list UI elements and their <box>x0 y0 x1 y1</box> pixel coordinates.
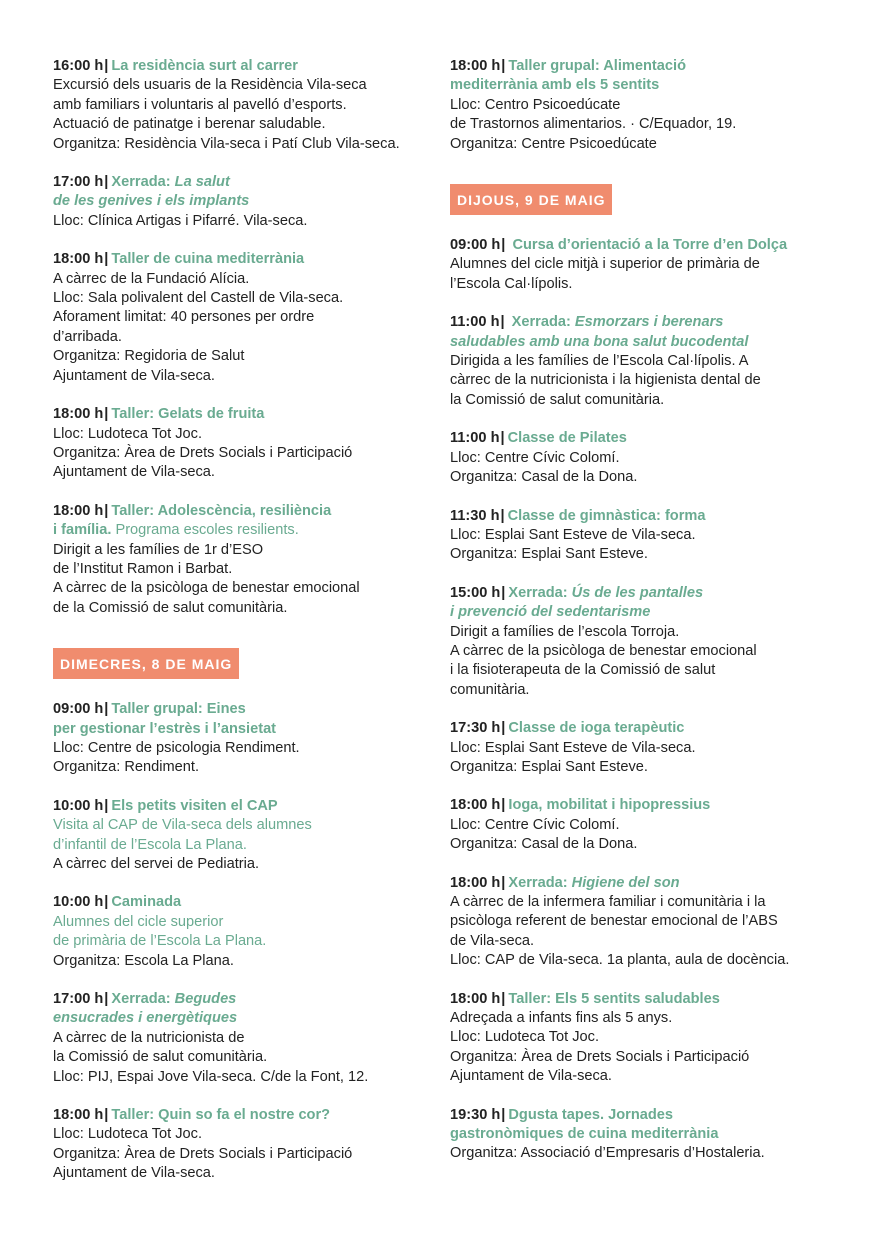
event-item <box>450 990 845 1087</box>
event-detail: A càrrec del servei de Pediatria. <box>53 856 260 872</box>
event-detail: Organitza: Esplai Sant Esteve. <box>450 546 648 563</box>
event-detail: de l’Institut Ramon i Barbat. <box>53 560 233 577</box>
event-detail: Lloc: Esplai Sant Esteve de Vila-seca. <box>450 739 696 756</box>
event-detail: Adreçada a infants fins als 5 anys. <box>450 1010 673 1027</box>
event-title-italic-cont: saludables amb una bona salut bucodental <box>450 333 749 350</box>
event-item <box>450 313 845 410</box>
time-separator: | <box>501 584 506 601</box>
event-detail: Organitza: Àrea de Drets Socials i Participació <box>450 1048 750 1065</box>
event-time: 18:00 h <box>450 874 501 891</box>
event-item <box>53 1106 438 1184</box>
event-title: Els petits visiten el CAP <box>111 797 278 814</box>
event-detail: Lloc: Clínica Artigas i Pifarré. Vila-seca. <box>53 212 308 229</box>
event-time: 18:00 h <box>53 1107 104 1124</box>
event-title: Caminada <box>111 894 182 911</box>
event-heading <box>53 893 438 912</box>
time-separator: | <box>501 1106 506 1123</box>
event-detail: A càrrec de la infermera familiar i comunitària i la <box>450 894 766 910</box>
event-title: Classe de Pilates <box>507 430 627 447</box>
event-time: 16:00 h <box>53 58 104 74</box>
time-separator: | <box>500 430 505 447</box>
event-item <box>450 236 845 294</box>
time-separator: | <box>501 58 506 74</box>
event-detail: Organitza: Residència Vila-seca i Patí Club Vila-seca. <box>53 135 400 152</box>
event-time: 18:00 h <box>450 58 501 74</box>
event-title-italic: Esmorzars i berenars <box>574 314 724 331</box>
event-title: Taller: Quin so fa el nostre cor? <box>111 1107 331 1124</box>
event-item <box>450 429 845 487</box>
right-events-2 <box>450 236 845 1164</box>
event-heading <box>450 990 845 1009</box>
event-item <box>53 502 438 618</box>
event-detail: Lloc: Ludoteca Tot Joc. <box>450 1029 600 1046</box>
event-detail: d’arribada. <box>53 328 122 345</box>
event-detail: Lloc: Centre Cívic Colomí. <box>450 816 620 833</box>
event-title-italic-cont: ensucrades i energètiques <box>53 1010 238 1027</box>
event-heading <box>53 57 438 76</box>
event-heading <box>450 236 845 255</box>
time-separator: | <box>104 797 109 814</box>
event-item <box>53 57 438 154</box>
event-detail: Lloc: Ludoteca Tot Joc. <box>53 1126 203 1143</box>
event-time: 18:00 h <box>450 990 501 1007</box>
event-detail: Organitza: Rendiment. <box>53 759 200 776</box>
event-time: 19:30 h <box>450 1106 501 1123</box>
event-detail: Organitza: Associació d’Empresaris d’Hostaleria. <box>450 1145 765 1162</box>
time-separator: | <box>501 874 506 891</box>
event-detail: Organitza: Regidoria de Salut <box>53 348 245 365</box>
event-heading-cont <box>53 192 438 211</box>
day-header-dijous: DIJOUS, 9 DE MAIG <box>450 184 612 215</box>
time-separator: | <box>501 237 506 254</box>
event-detail: Organitza: Esplai Sant Esteve. <box>450 758 648 775</box>
event-item <box>450 796 845 854</box>
event-item <box>450 507 845 565</box>
time-separator: | <box>501 990 506 1007</box>
event-subtitle: Programa escoles resilients. <box>111 522 299 539</box>
event-time: 11:00 h <box>450 314 500 331</box>
event-detail: Lloc: Ludoteca Tot Joc. <box>53 425 203 442</box>
event-heading <box>53 173 438 192</box>
event-detail: A càrrec de la psicòloga de benestar emocional <box>450 642 757 659</box>
event-detail: Lloc: PIJ, Espai Jove Vila-seca. C/de la Font, 12. <box>53 1068 369 1085</box>
event-heading <box>53 700 438 719</box>
event-heading <box>53 1106 438 1125</box>
event-time: 18:00 h <box>53 406 104 423</box>
event-title: Xerrada: <box>507 314 575 331</box>
event-detail: Organitza: Casal de la Dona. <box>450 469 638 486</box>
time-separator: | <box>104 406 109 423</box>
event-note: Visita al CAP de Vila-seca dels alumnes <box>53 817 312 834</box>
time-separator: | <box>104 174 109 191</box>
event-time: 18:00 h <box>53 502 104 519</box>
event-title: La residència surt al carrer <box>111 58 298 74</box>
event-item <box>450 874 845 971</box>
time-separator: | <box>501 797 506 814</box>
time-separator: | <box>501 720 506 737</box>
event-item <box>53 173 438 231</box>
event-heading-cont <box>450 76 845 95</box>
event-title-italic: Begudes <box>174 991 237 1008</box>
event-detail: Aforament limitat: 40 persones per ordre <box>53 309 315 326</box>
event-detail: Dirigit a famílies de l’escola Torroja. <box>450 623 680 640</box>
event-title-italic: La salut <box>174 174 230 191</box>
event-detail: Organitza: Centre Psicoedúcate <box>450 135 657 152</box>
event-time: 10:00 h <box>53 797 104 814</box>
event-detail: Lloc: Centro Psicoedúcate <box>450 96 621 113</box>
event-title: Taller grupal: Eines <box>111 701 246 718</box>
event-heading <box>450 507 845 526</box>
event-detail: de Trastornos alimentarios. · C/Equador, 19. <box>450 116 737 133</box>
time-separator: | <box>104 251 109 268</box>
event-detail: A càrrec de la psicòloga de benestar emocional <box>53 580 360 597</box>
event-heading <box>53 797 438 816</box>
event-detail: Organitza: Àrea de Drets Socials i Participació <box>53 444 353 461</box>
event-heading-cont <box>450 603 845 622</box>
event-heading-cont <box>53 720 438 739</box>
event-detail: i la fisioterapeuta de la Comissió de salut <box>450 662 716 679</box>
event-title-cont: gastronòmiques de cuina mediterrània <box>450 1126 719 1143</box>
event-time: 11:00 h <box>450 430 500 447</box>
event-heading <box>450 429 845 448</box>
event-heading <box>450 584 845 603</box>
event-detail: de la Comissió de salut comunitària. <box>53 599 288 616</box>
event-title: Xerrada: <box>508 584 572 601</box>
event-heading <box>53 405 438 424</box>
event-title-cont: mediterrània amb els 5 sentits <box>450 77 660 94</box>
right-events-1 <box>450 57 845 154</box>
event-heading-cont <box>53 521 438 540</box>
event-item <box>53 250 438 386</box>
event-detail: Lloc: Centre de psicologia Rendiment. <box>53 739 300 756</box>
event-title-italic: Ús de les pantalles <box>571 584 704 601</box>
event-title-cont: i família. <box>53 522 112 539</box>
event-heading-cont <box>53 1009 438 1028</box>
event-title: Xerrada: <box>111 991 175 1008</box>
event-title: Dgusta tapes. Jornades <box>508 1106 674 1123</box>
event-title: Taller grupal: Alimentació <box>508 58 686 74</box>
left-events-2 <box>53 700 438 1184</box>
event-title-italic-cont: i prevenció del sedentarisme <box>450 604 651 621</box>
event-heading <box>450 1106 845 1125</box>
event-time: 18:00 h <box>450 797 501 814</box>
event-item <box>450 584 845 700</box>
event-item <box>450 1106 845 1164</box>
event-detail: psicòloga referent de benestar emocional de l’ABS <box>450 913 778 930</box>
time-separator: | <box>104 894 109 911</box>
event-note: Alumnes del cicle superior <box>53 913 224 930</box>
event-time: 17:00 h <box>53 174 104 191</box>
event-time: 11:30 h <box>450 507 500 524</box>
event-detail: Ajuntament de Vila-seca. <box>450 1068 612 1085</box>
event-detail: Dirigit a les famílies de 1r d’ESO <box>53 541 264 558</box>
event-detail: Organitza: Escola La Plana. <box>53 952 234 969</box>
event-detail: Excursió dels usuaris de la Residència Vila-seca <box>53 77 367 94</box>
event-detail: la Comissió de salut comunitària. <box>450 391 665 408</box>
event-time: 10:00 h <box>53 894 104 911</box>
event-detail: A càrrec de la Fundació Alícia. <box>53 270 250 287</box>
event-detail: Alumnes del cicle mitjà i superior de primària de <box>450 256 760 273</box>
event-detail: Ajuntament de Vila-seca. <box>53 1165 215 1182</box>
event-detail: Lloc: Centre Cívic Colomí. <box>450 449 620 466</box>
event-detail: Organitza: Casal de la Dona. <box>450 836 638 853</box>
event-detail: A càrrec de la nutricionista de <box>53 1029 245 1046</box>
event-note: de primària de l’Escola La Plana. <box>53 933 267 950</box>
event-heading <box>450 874 845 893</box>
event-detail: de Vila-seca. <box>450 932 535 949</box>
event-detail: l’Escola Cal·lípolis. <box>450 275 573 292</box>
event-detail: Ajuntament de Vila-seca. <box>53 464 215 481</box>
event-time: 09:00 h <box>53 701 104 718</box>
event-title: Classe de gimnàstica: forma <box>507 507 706 524</box>
event-detail: Lloc: Esplai Sant Esteve de Vila-seca. <box>450 526 696 543</box>
event-heading <box>450 796 845 815</box>
event-time: 18:00 h <box>53 251 104 268</box>
time-separator: | <box>104 502 109 519</box>
event-heading <box>450 57 845 76</box>
event-heading-cont <box>450 333 845 352</box>
day-header-dimecres: DIMECRES, 8 DE MAIG <box>53 648 239 679</box>
event-time: 17:30 h <box>450 720 501 737</box>
event-detail: Organitza: Àrea de Drets Socials i Participació <box>53 1145 353 1162</box>
time-separator: | <box>500 507 505 524</box>
event-detail: Ajuntament de Vila-seca. <box>53 367 215 384</box>
event-title: Taller: Els 5 sentits saludables <box>508 990 720 1007</box>
event-item <box>450 719 845 777</box>
event-title-italic-cont: de les genives i els implants <box>53 193 250 210</box>
event-item <box>53 700 438 778</box>
event-title: Taller de cuina mediterrània <box>111 251 305 268</box>
event-detail: càrrec de la nutricionista i la higienista dental de <box>450 372 761 389</box>
event-title: Xerrada: <box>111 174 175 191</box>
event-detail: Dirigida a les famílies de l’Escola Cal·lípolis. A <box>450 353 749 370</box>
event-detail: amb familiars i voluntaris al pavelló d’esports. <box>53 96 347 113</box>
event-time: 09:00 h <box>450 237 501 254</box>
event-time: 17:00 h <box>53 991 104 1008</box>
event-title: Classe de ioga terapèutic <box>508 720 685 737</box>
event-detail: Actuació de patinatge i berenar saludable. <box>53 116 326 133</box>
event-title: Ioga, mobilitat i hipopressius <box>508 797 711 814</box>
event-detail: Lloc: Sala polivalent del Castell de Vila-seca. <box>53 290 344 307</box>
time-separator: | <box>104 701 109 718</box>
event-heading-cont <box>450 1125 845 1144</box>
event-heading <box>53 250 438 269</box>
event-item <box>53 405 438 483</box>
left-events-1 <box>53 57 438 618</box>
left-column <box>53 57 438 1203</box>
event-heading <box>53 502 438 521</box>
event-heading <box>450 719 845 738</box>
right-column <box>450 57 845 1183</box>
time-separator: | <box>104 58 109 74</box>
event-time: 15:00 h <box>450 584 501 601</box>
time-separator: | <box>104 991 109 1008</box>
event-item <box>53 990 438 1087</box>
event-item <box>450 57 845 154</box>
event-item <box>53 893 438 971</box>
event-detail: comunitària. <box>450 681 530 698</box>
time-separator: | <box>104 1107 109 1124</box>
time-separator: | <box>500 314 505 331</box>
event-title-italic: Higiene del son <box>571 874 680 891</box>
event-title: Xerrada: <box>508 874 572 891</box>
event-heading <box>450 313 845 332</box>
event-heading <box>53 990 438 1009</box>
event-item <box>53 797 438 875</box>
event-detail: la Comissió de salut comunitària. <box>53 1049 268 1066</box>
event-note: d’infantil de l’Escola La Plana. <box>53 836 247 853</box>
event-title: Cursa d’orientació a la Torre d’en Dolça <box>508 237 788 254</box>
event-title-cont: per gestionar l’estrès i l’ansietat <box>53 720 277 737</box>
event-title: Taller: Adolescència, resiliència <box>111 502 332 519</box>
event-detail: Lloc: CAP de Vila-seca. 1a planta, aula de docència. <box>450 952 790 969</box>
event-title: Taller: Gelats de fruita <box>111 406 265 423</box>
